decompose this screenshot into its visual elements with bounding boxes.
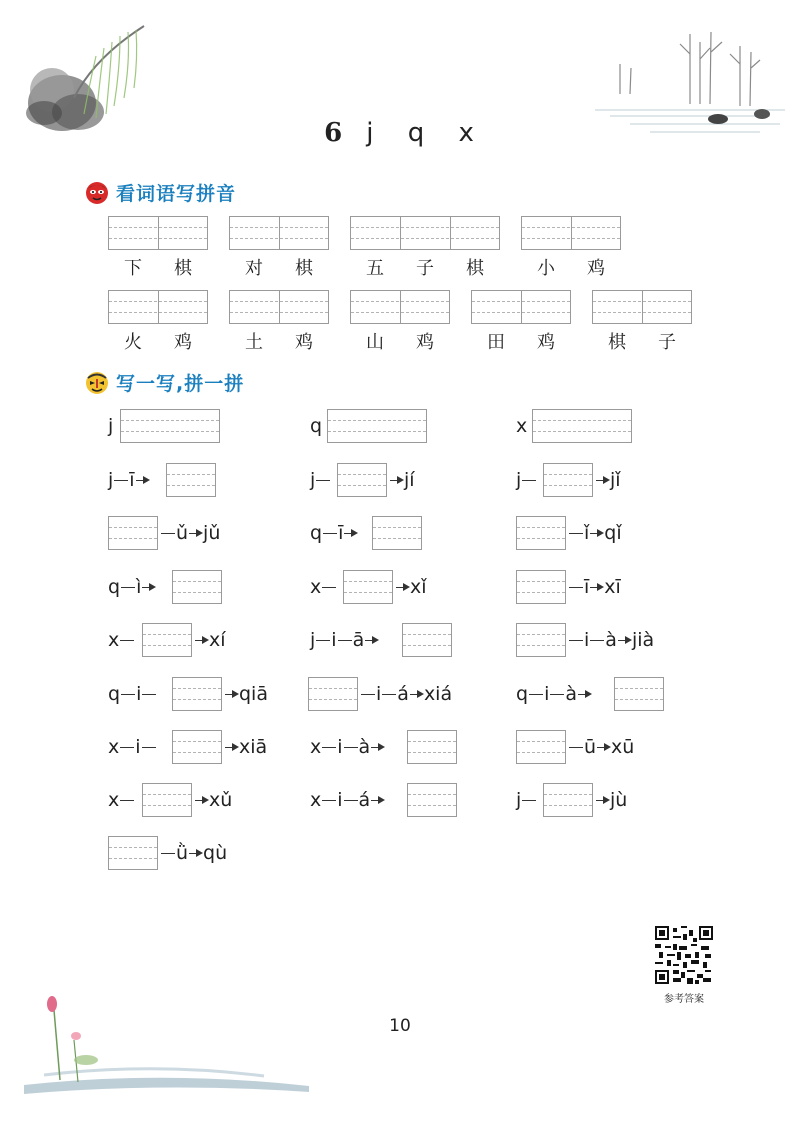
spell-item: j: [516, 788, 537, 812]
word-char: 小: [537, 258, 555, 279]
spell-result: xí: [194, 628, 226, 652]
spell-answer-box[interactable]: [402, 623, 452, 657]
pinyin-answer-box[interactable]: [108, 290, 208, 324]
spell-item: j i ā: [310, 628, 379, 652]
spell-item: i á xiá: [360, 682, 452, 706]
lesson-number: 6: [324, 118, 345, 148]
spell-item: x: [108, 628, 135, 652]
letter-label: q: [310, 415, 323, 437]
spell-answer-box[interactable]: [172, 730, 222, 764]
spell-answer-box[interactable]: [372, 516, 422, 550]
pinyin-answer-box[interactable]: [471, 290, 571, 324]
spell-answer-box[interactable]: [614, 677, 664, 711]
letter-writing-box[interactable]: [327, 409, 427, 443]
lesson-title: [0, 118, 800, 148]
spell-item: i à jià: [568, 628, 654, 652]
qr-caption: 参考答案: [664, 994, 704, 1005]
spell-item: x i á: [310, 788, 385, 812]
word-char: 火: [124, 332, 142, 353]
spell-answer-box[interactable]: [516, 516, 566, 550]
word-char: 土: [245, 332, 263, 353]
spell-answer-box[interactable]: [308, 677, 358, 711]
word-char: 鸡: [174, 332, 192, 353]
word-char: 田: [487, 332, 505, 353]
pinyin-answer-box[interactable]: [592, 290, 692, 324]
pinyin-answer-box[interactable]: [229, 216, 329, 250]
spell-item: x: [108, 788, 135, 812]
word-char: 鸡: [295, 332, 313, 353]
lesson-letters: j q x: [366, 118, 476, 148]
spell-item: ǐ qǐ: [568, 521, 622, 545]
spell-item: x i: [108, 735, 157, 759]
spell-answer-box[interactable]: [516, 570, 566, 604]
spell-result: jù: [595, 788, 627, 812]
spell-item: ū xū: [568, 735, 634, 759]
spell-answer-box[interactable]: [543, 783, 593, 817]
section-header-write-spell: [84, 368, 244, 396]
spell-item: x i à: [310, 735, 385, 759]
spell-item: x: [310, 575, 337, 599]
spell-item: q ì: [108, 575, 156, 599]
letter-writing-box[interactable]: [532, 409, 632, 443]
spell-item: q i: [108, 682, 157, 706]
spell-result: xǐ: [395, 575, 427, 599]
spell-item: q ī: [310, 521, 358, 545]
opera-mask-red-icon: [84, 179, 110, 205]
letter-label: j: [108, 415, 114, 437]
spell-answer-box[interactable]: [108, 516, 158, 550]
pinyin-answer-box[interactable]: [521, 216, 621, 250]
word-char: 棋: [174, 258, 192, 279]
spell-answer-box[interactable]: [516, 623, 566, 657]
word-char: 子: [416, 258, 434, 279]
word-char: 五: [366, 258, 384, 279]
spell-item: j: [310, 468, 331, 492]
opera-mask-yellow-icon: [84, 369, 110, 395]
spell-item: q i à: [516, 682, 592, 706]
spell-answer-box[interactable]: [337, 463, 387, 497]
answer-qr-code[interactable]: [655, 926, 713, 984]
spell-answer-box[interactable]: [407, 730, 457, 764]
pinyin-answer-box[interactable]: [350, 290, 450, 324]
spell-item: j: [516, 468, 537, 492]
spell-item: j ī: [108, 468, 150, 492]
spell-answer-box[interactable]: [166, 463, 216, 497]
pinyin-answer-box[interactable]: [350, 216, 500, 250]
word-char: 鸡: [587, 258, 605, 279]
page-number: 10: [389, 1016, 411, 1036]
word-char: 子: [658, 332, 676, 353]
spell-answer-box[interactable]: [108, 836, 158, 870]
letter-label: x: [516, 415, 528, 437]
word-char: 棋: [608, 332, 626, 353]
spell-result: jí: [389, 468, 415, 492]
spell-answer-box[interactable]: [172, 677, 222, 711]
word-char: 下: [124, 258, 142, 279]
spell-result: xiā: [224, 735, 267, 759]
spell-answer-box[interactable]: [543, 463, 593, 497]
spell-answer-box[interactable]: [343, 570, 393, 604]
spell-result: qiā: [224, 682, 268, 706]
word-char: 鸡: [416, 332, 434, 353]
spell-answer-box[interactable]: [142, 623, 192, 657]
letter-writing-box[interactable]: [120, 409, 220, 443]
word-char: 棋: [295, 258, 313, 279]
spell-item: ǔ jǔ: [160, 521, 220, 545]
spell-result: jǐ: [595, 468, 621, 492]
section-header-look-write: [84, 178, 236, 206]
spell-answer-box[interactable]: [142, 783, 192, 817]
spell-item: ǜ qù: [160, 841, 227, 865]
word-char: 棋: [466, 258, 484, 279]
word-char: 对: [245, 258, 263, 279]
pinyin-answer-box[interactable]: [229, 290, 329, 324]
spell-answer-box[interactable]: [172, 570, 222, 604]
spell-item: ī xī: [568, 575, 621, 599]
spell-result: xǔ: [194, 788, 232, 812]
spell-answer-box[interactable]: [516, 730, 566, 764]
section-title-write-spell: 写一写,拼一拼: [116, 372, 245, 395]
spell-answer-box[interactable]: [407, 783, 457, 817]
section-title-look-write: 看词语写拼音: [116, 182, 237, 205]
word-char: 山: [366, 332, 384, 353]
word-char: 鸡: [537, 332, 555, 353]
lotus-water-illustration: [14, 990, 314, 1100]
pinyin-answer-box[interactable]: [108, 216, 208, 250]
